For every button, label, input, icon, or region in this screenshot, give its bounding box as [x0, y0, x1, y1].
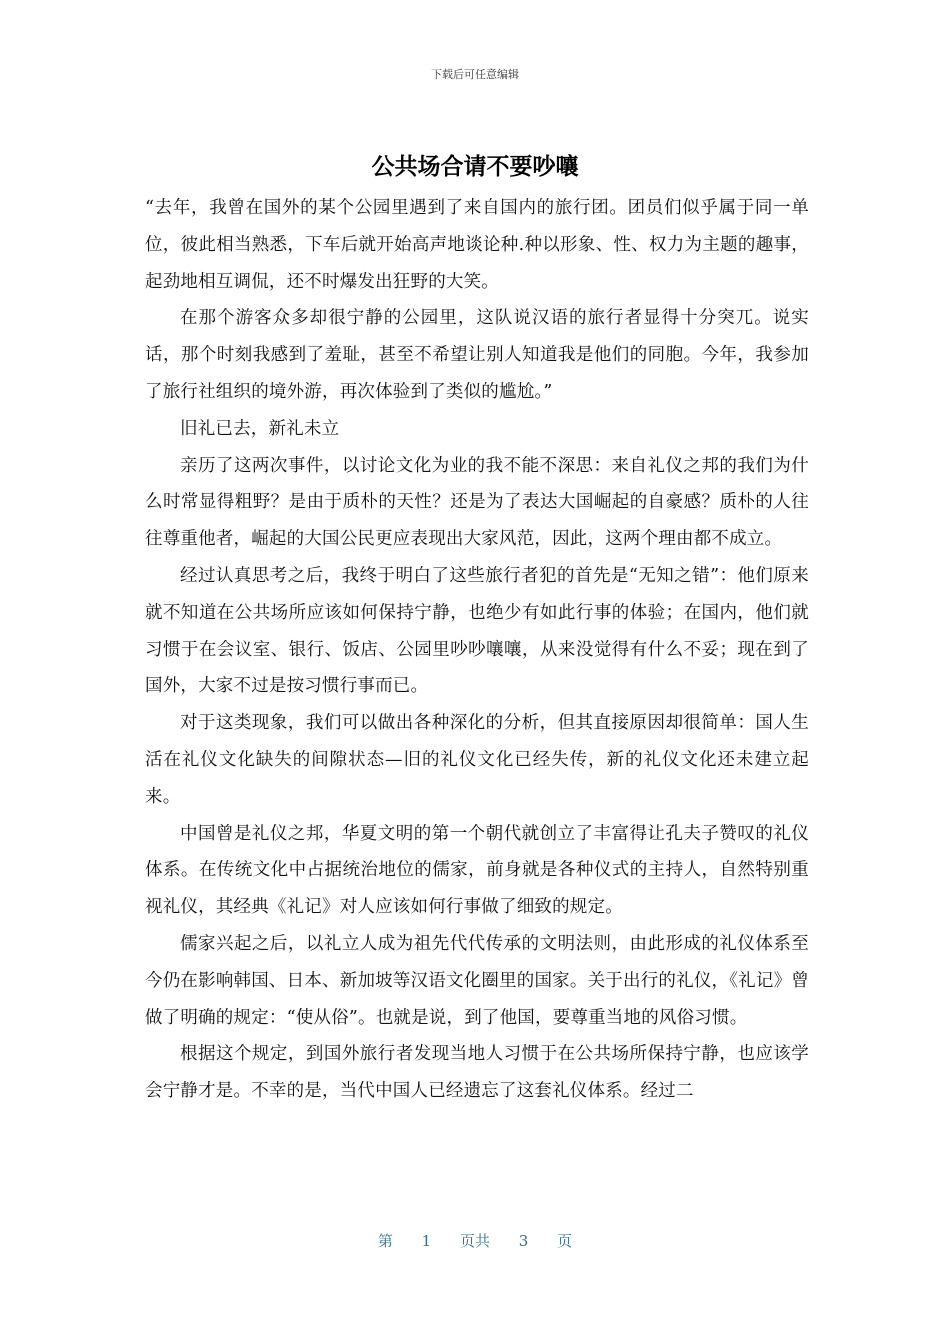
footer-page-number: 1: [421, 1232, 432, 1250]
document-title: 公共场合请不要吵嚷: [371, 154, 579, 180]
paragraph: “去年，我曾在国外的某个公园里遇到了来自国内的旅行团。团员们似乎属于同一单位，彼此相当熟悉，下车后就开始高声地谈论种.种以形象、性、权力为主题的趣事，起劲地相互调侃，还不时爆发出狂野的大笑。: [145, 198, 809, 292]
document-body: [145, 190, 809, 1110]
footer-middle: 页共: [459, 1232, 490, 1250]
header-note: 下载后可任意编辑: [431, 68, 519, 81]
paragraph: 经过认真思考之后，我终于明白了这些旅行者犯的首先是“无知之错”：他们原来就不知道在公共场所应该如何保持宁静，也绝少有如此行事的体验；在国内，他们就习惯于在会议室、银行、饭店、公园里吵吵嚷嚷，从来没觉得有什么不妥；现在到了国外，大家不过是按习惯行事而已。: [145, 565, 809, 697]
footer-prefix: 第: [377, 1232, 393, 1250]
paragraph: 在那个游客众多却很宁静的公园里，这队说汉语的旅行者显得十分突兀。说实话，那个时刻我感到了羞耻，甚至不希望让别人知道我是他们的同胞。今年，我参加了旅行社组织的境外游，再次体验到了类似的尴尬。”: [145, 308, 809, 402]
footer-total-pages: 3: [518, 1232, 529, 1250]
paragraph: 亲历了这两次事件，以讨论文化为业的我不能不深思：来自礼仪之邦的我们为什么时常显得粗野？是由于质朴的天性？还是为了表达大国崛起的自豪感？质朴的人往往尊重他者，崛起的大国公民更应表现出大家风范，因此，这两个理由都不成立。: [145, 455, 809, 550]
section-heading: 旧礼已去，新礼未立: [180, 418, 340, 439]
paragraph: 中国曾是礼仪之邦，华夏文明的第一个朝代就创立了丰富得让孔夫子赞叹的礼仪体系。在传统文化中占据统治地位的儒家，前身就是各种仪式的主持人，自然特别重视礼仪，其经典《礼记》对人应该如何行事做了细致的规定。: [145, 823, 809, 918]
paragraph: 儒家兴起之后，以礼立人成为祖先代代传承的文明法则，由此形成的礼仪体系至今仍在影响韩国、日本、新加坡等汉语文化圈里的国家。关于出行的礼仪，《礼记》曾做了明确的规定：“使从俗”。也就是说，到了他国，要尊重当地的风俗习惯。: [145, 933, 809, 1028]
paragraph: 对于这类现象，我们可以做出各种深化的分析，但其直接原因却很简单：国人生活在礼仪文化缺失的间隙状态—旧的礼仪文化已经失传，新的礼仪文化还未建立起来。: [145, 713, 809, 807]
paragraph: 根据这个规定，到国外旅行者发现当地人习惯于在公共场所保持宁静，也应该学会宁静才是。不幸的是，当代中国人已经遗忘了这套礼仪体系。经过二: [145, 1044, 809, 1102]
footer-suffix: 页: [557, 1232, 573, 1250]
page-footer: [0, 1230, 950, 1251]
